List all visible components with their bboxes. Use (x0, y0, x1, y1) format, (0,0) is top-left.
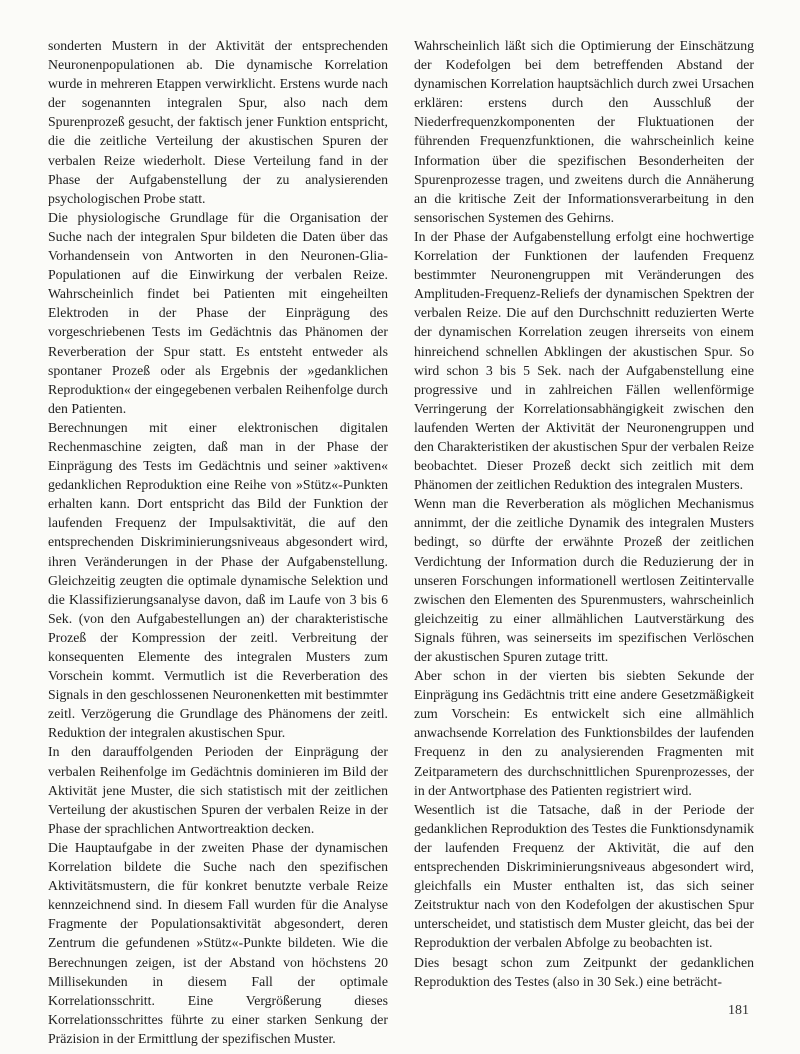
paragraph: Dies besagt schon zum Zeitpunkt der gedanklichen Reproduktion des Testes (also in 30 Sek.) eine beträcht- (414, 954, 754, 989)
left-column (48, 36, 388, 1048)
right-column (414, 36, 754, 991)
paragraph: Wesentlich ist die Tatsache, daß in der Periode der gedanklichen Reproduktion des Testes die Funktionsdynamik der laufenden Frequenz der Aktivität, die auf den entsprechenden Diskriminierungsniveaus abgesondert wird, gleichfalls ein Muster enthalten ist, das sich seiner Zeitstruktur nach von den Kodefolgen der akustischen Spur unterscheidet, und statistisch dem Muster gleicht, das bei der Reproduktion der verbalen Abfolge zu beobachten ist. (414, 801, 754, 951)
paragraph: Wahrscheinlich läßt sich die Optimierung der Einschätzung der Kodefolgen bei dem betreffenden Abstand der dynamischen Korrelation hauptsächlich durch zwei Ursachen erklären: erstens durch den Ausschluß der Niederfrequenzkomponenten der Fluktuationen der führenden Frequenzfunktionen, die wahrscheinlich keine Information über die spezifischen Besonderheiten der Spurenprozesse tragen, und zweitens durch die Annäherung an die kritische Zeit der Informationsverarbeitung in den sensorischen Systemen des Gehirns. (414, 38, 754, 225)
paragraph: Die Hauptaufgabe in der zweiten Phase der dynamischen Korrelation bildete die Suche nach den spezifischen Aktivitätsmustern, die für konkret benutzte verbale Reize kennzeichnend sind. In diesem Fall wurden für die Analyse Fragmente der Populationsaktivität abgesondert, deren Zentrum die gefundenen »Stütz«-Punkte bildeten. Wie die Berechnungen zeigen, ist der Abstand von höchstens 20 Millisekunden in diesem Fall der optimale Korrelationsschritt. Eine Vergrößerung dieses Korrelationsschrittes führte zu einer starken Senkung der Präzision in der Ermittlung der spezifischen Muster. (48, 839, 388, 1046)
paragraph: In den darauffolgenden Perioden der Einprägung der verbalen Reihenfolge im Gedächtnis dominieren im Bild der Aktivität jene Muster, die sich statistisch mit der zeitlichen Verteilung der akustischen Spuren der verbalen Reize in der Phase der sprachlichen Antwortreaktion decken. (48, 744, 388, 836)
paragraph: Wenn man die Reverberation als möglichen Mechanismus annimmt, der die zeitliche Dynamik des integralen Musters bedingt, so dürfte der erwähnte Prozeß der zeitlichen Verdichtung der Information durch die Reduzierung der in unseren Forschungen informationell wertlosen Zeitintervalle zwischen den Elementen des Spurenmusters, wahrscheinlich gleichzeitig zu einer allmählichen Lautverstärkung des Signals führen, was seinerseits im spezifischen Verlöschen der akustischen Spuren zutage tritt. (414, 496, 754, 664)
paragraph: In der Phase der Aufgabenstellung erfolgt eine hochwertige Korrelation der Funktionen der laufenden Frequenz bestimmter Neuronengruppen mit Veränderungen des Amplituden-Frequenz-Reliefs der dynamischen Spektren der verbalen Reize. Die auf den Durchschnitt reduzierten Werte der dynamischen Korrelation zeugen ihrerseits von einem hinreichend schnellen Abklingen der akustischen Spur. So wird schon 3 bis 5 Sek. nach der Aufgabenstellung eine progressive und in zahlreichen Fällen wellenförmige Verringerung der Korrelationsabhängigkeit zwischen den laufenden Werten der Aktivität der Neuronengruppen und den Charakteristiken der akustischen Spur der verbalen Reize beobachtet. Dieser Prozeß deckt sich zeitlich mit dem Phänomen der zeitlichen Reduktion des integralen Musters. (414, 228, 754, 493)
paragraph: Aber schon in der vierten bis siebten Sekunde der Einprägung ins Gedächtnis tritt eine andere Gesetzmäßigkeit zum Vorschein: Es entwickelt sich eine allmählich anwachsende Korrelation des Funktionsbildes der laufenden Frequenz in den zu analysierenden Fragmenten mit Zeitparametern des durchschnittlichen Spurenprozesses, der in der Antwortphase des Patienten registriert wird. (414, 668, 754, 798)
paragraph: Berechnungen mit einer elektronischen digitalen Rechenmaschine zeigten, daß man in der Phase der Einprägung des Tests im Gedächtnis und seiner »aktiven« gedanklichen Reproduktion eine Reihe von »Stütz«-Punkten erhalten kann. Dort entspricht das Bild der Funktion der laufenden Frequenz der Impulsaktivität, die auf den entsprechenden Diskriminierungsniveaus abgesondert wird, ihren Veränderungen in der Phase der Aufgabenstellung. Gleichzeitig zeugten die optimale dynamische Selektion und die Klassifizierungsanalyse davon, daß im Laufe von 3 bis 6 Sek. (von den Aufgabestellungen an) der charakteristische Prozeß der Kompression der zeitl. Verbreitung der konsequenten Elemente des integralen Musters zum Vorschein kommt. Vermutlich ist die Reverberation des Signals in den geschlossenen Neuronenketten mit bestimmter zeitl. Verzögerung die Grundlage des Phänomens der zeitl. Reduktion der integralen akustischen Spur. (48, 419, 388, 741)
paragraph: Die physiologische Grundlage für die Organisation der Suche nach der integralen Spur bildeten die Daten über das Vorhandensein von Antworten in den Neuronen-Glia-Populationen auf die Einwirkung der verbalen Reize. Wahrscheinlich findet bei Patienten mit eingeheilten Elektroden in der Phase der Einprägung des vorgeschriebenen Tests im Gedächtnis das Phänomen der Reverberation der Spur statt. Es entsteht entweder als spontaner Prozeß oder als Ergebnis der »gedanklichen Reproduktion« der eingegebenen verbalen Reihenfolge durch den Patienten. (48, 209, 388, 416)
page-number: 181 (728, 1003, 749, 1018)
paragraph: sonderten Mustern in der Aktivität der entsprechenden Neuronenpopulationen ab. Die dynamische Korrelation wurde in mehreren Etappen verwirklicht. Erstens wurde nach der sogenannten integralen Spur, also nach dem Spurenprozeß gesucht, der faktisch jener Funktion entspricht, die die zeitliche Verteilung der akustischen Spuren der verbalen Reize wiederholt. Diese Verteilung fand in der Phase der Aufgabenstellung der zu analysierenden psychologischen Probe statt. (48, 38, 388, 206)
